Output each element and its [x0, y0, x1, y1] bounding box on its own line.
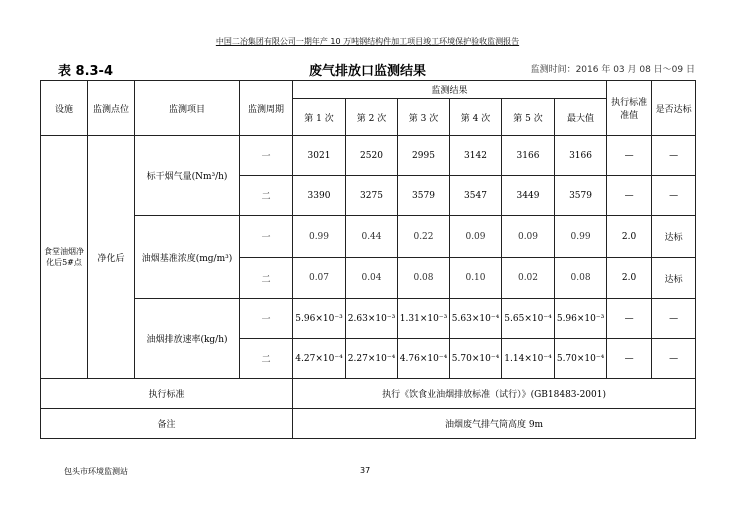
standard-row-value: 执行《饮食业油烟排放标准（试行）》(GB18483-2001) — [293, 379, 696, 409]
value-cell: 1.31×10⁻³ — [398, 299, 450, 339]
value-cell: 0.08 — [398, 258, 450, 299]
standard-cell: — — [607, 176, 652, 216]
col-results: 监测结果 — [293, 81, 607, 99]
col-run-4: 第 4 次 — [450, 99, 502, 136]
value-cell: 3021 — [293, 136, 346, 176]
period-cell: 二 — [240, 176, 293, 216]
remark-row-value: 油烟废气排气筒高度 9m — [293, 409, 696, 439]
remark-row-label: 备注 — [41, 409, 293, 439]
standard-cell: 2.0 — [607, 216, 652, 258]
value-cell: 3166 — [502, 136, 555, 176]
value-cell: 5.96×10⁻³ — [293, 299, 346, 339]
facility-cell: 食堂油烟净化后5#点 — [41, 136, 88, 379]
page-number: 37 — [360, 466, 371, 475]
col-run-1: 第 1 次 — [293, 99, 346, 136]
max-cell: 3166 — [555, 136, 607, 176]
standard-cell: — — [607, 299, 652, 339]
running-header-text: 中国二冶集团有限公司一期年产 10 万吨钢结构件加工项目竣工环境保护验收监测报告 — [215, 37, 520, 46]
value-cell: 0.10 — [450, 258, 502, 299]
col-period: 监测周期 — [240, 81, 293, 136]
value-cell: 3547 — [450, 176, 502, 216]
value-cell: 5.63×10⁻⁴ — [450, 299, 502, 339]
value-cell: 4.27×10⁻⁴ — [293, 339, 346, 379]
value-cell: 3449 — [502, 176, 555, 216]
max-cell: 0.08 — [555, 258, 607, 299]
value-cell: 0.07 — [293, 258, 346, 299]
compliant-cell: 达标 — [652, 258, 696, 299]
col-facility: 设施 — [41, 81, 88, 136]
max-cell: 0.99 — [555, 216, 607, 258]
max-cell: 5.70×10⁻⁴ — [555, 339, 607, 379]
value-cell: 3390 — [293, 176, 346, 216]
point-cell: 净化后 — [88, 136, 135, 379]
value-cell: 3275 — [346, 176, 398, 216]
max-cell: 3579 — [555, 176, 607, 216]
period-cell: 二 — [240, 258, 293, 299]
standard-cell: 2.0 — [607, 258, 652, 299]
standard-cell: — — [607, 136, 652, 176]
col-run-5: 第 5 次 — [502, 99, 555, 136]
item-name: 油烟基准浓度(mg/m³) — [135, 216, 240, 299]
standard-cell: — — [607, 339, 652, 379]
period-cell: 一 — [240, 299, 293, 339]
value-cell: 0.04 — [346, 258, 398, 299]
table-title: 废气排放口监测结果 — [308, 64, 426, 79]
item-name: 标干烟气量(Nm³/h) — [135, 136, 240, 216]
compliant-cell: — — [652, 176, 696, 216]
value-cell: 4.76×10⁻⁴ — [398, 339, 450, 379]
table-caption — [40, 60, 695, 78]
value-cell: 0.44 — [346, 216, 398, 258]
value-cell: 3579 — [398, 176, 450, 216]
value-cell: 2520 — [346, 136, 398, 176]
col-run-3: 第 3 次 — [398, 99, 450, 136]
value-cell: 5.70×10⁻⁴ — [450, 339, 502, 379]
period-cell: 二 — [240, 339, 293, 379]
value-cell: 0.02 — [502, 258, 555, 299]
monitoring-table — [40, 80, 696, 439]
monitor-time: 监测时间：2016 年 03 月 08 日～09 日 — [530, 65, 695, 75]
max-cell: 5.96×10⁻³ — [555, 299, 607, 339]
col-run-max: 最大值 — [555, 99, 607, 136]
compliant-cell: — — [652, 136, 696, 176]
col-run-2: 第 2 次 — [346, 99, 398, 136]
col-point: 监测点位 — [88, 81, 135, 136]
compliant-cell: 达标 — [652, 216, 696, 258]
table-number: 表 8.3-4 — [58, 64, 113, 79]
value-cell: 0.09 — [450, 216, 502, 258]
period-cell: 一 — [240, 216, 293, 258]
value-cell: 3142 — [450, 136, 502, 176]
value-cell: 1.14×10⁻⁴ — [502, 339, 555, 379]
value-cell: 5.65×10⁻⁴ — [502, 299, 555, 339]
footer-organization: 包头市环境监测站 — [64, 467, 128, 476]
value-cell: 0.09 — [502, 216, 555, 258]
item-name: 油烟排放速率(kg/h) — [135, 299, 240, 379]
value-cell: 2.63×10⁻³ — [346, 299, 398, 339]
compliant-cell: — — [652, 299, 696, 339]
col-compliant: 是否达标 — [652, 81, 696, 136]
value-cell: 0.22 — [398, 216, 450, 258]
running-header — [0, 36, 735, 47]
value-cell: 2.27×10⁻⁴ — [346, 339, 398, 379]
standard-row-label: 执行标准 — [41, 379, 293, 409]
value-cell: 0.99 — [293, 216, 346, 258]
period-cell: 一 — [240, 136, 293, 176]
col-item: 监测项目 — [135, 81, 240, 136]
compliant-cell: — — [652, 339, 696, 379]
value-cell: 2995 — [398, 136, 450, 176]
col-standard: 执行标准准值 — [607, 81, 652, 136]
